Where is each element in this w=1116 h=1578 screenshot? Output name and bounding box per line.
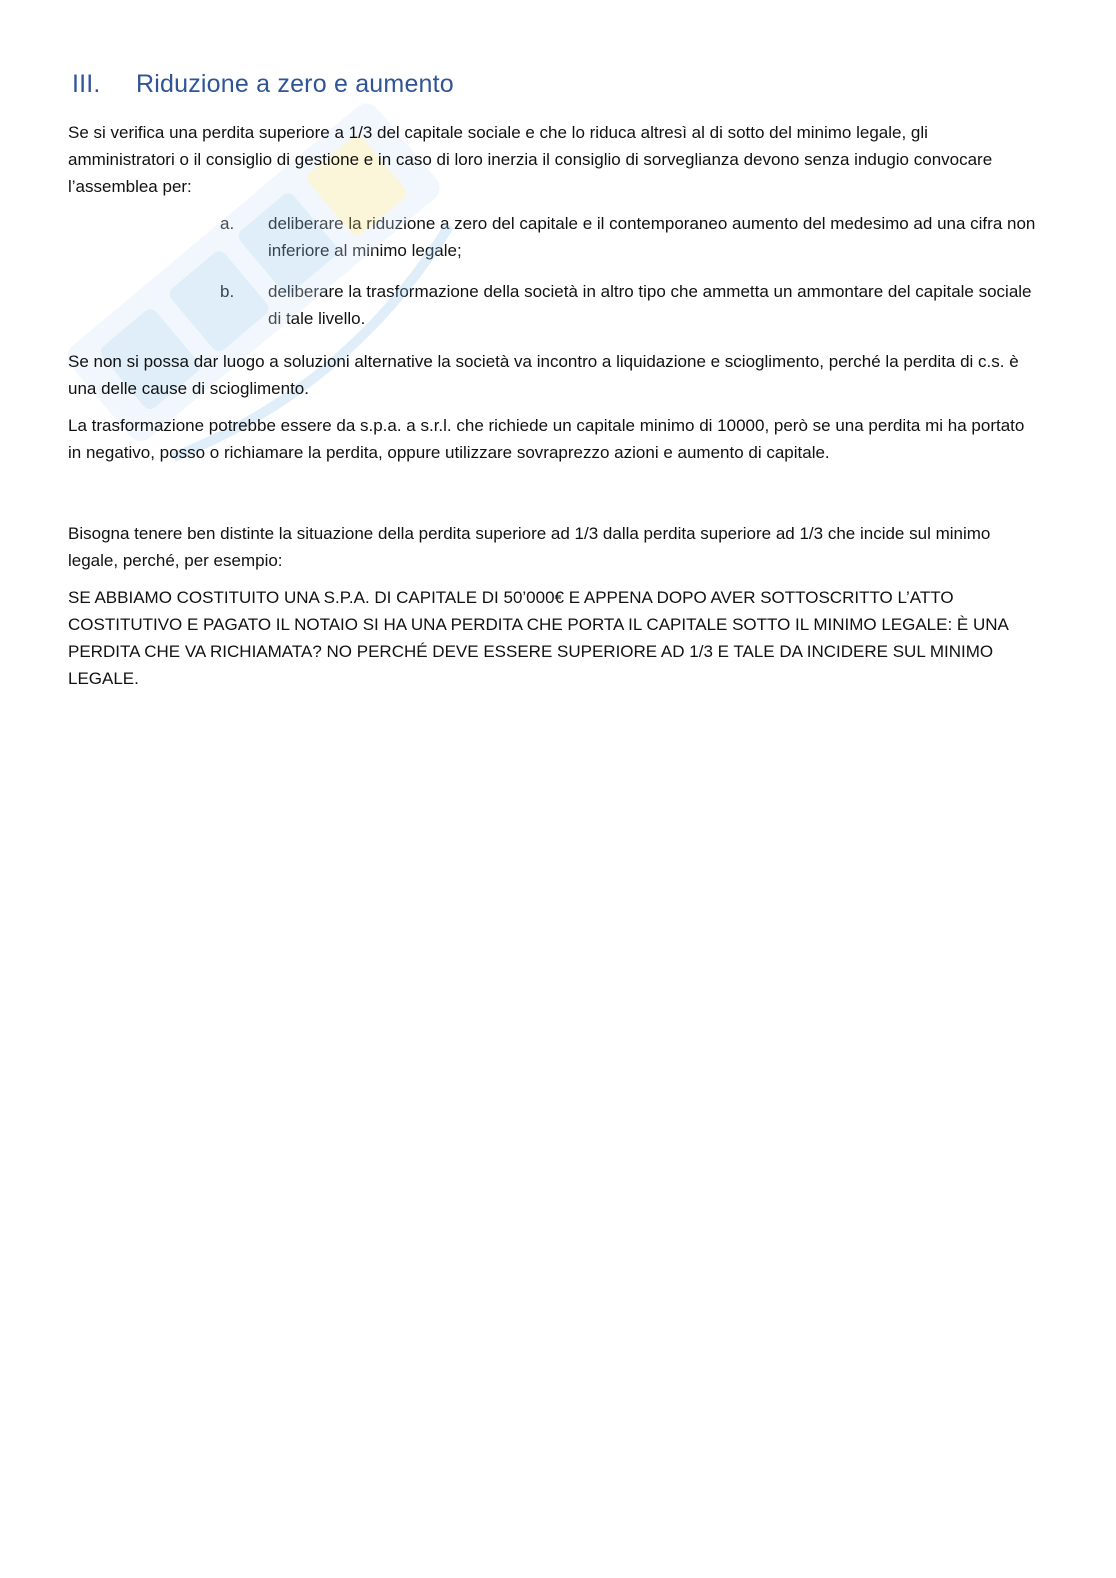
paragraph-alternatives: Se non si possa dar luogo a soluzioni alternative la società va incontro a liquidazione e scioglimento, perché la perdita di c.s. è una delle cause di scioglimento. [68,352,1019,398]
list-marker: b. [220,282,235,301]
section-title: Riduzione a zero e aumento [136,70,454,98]
spacer [68,476,1038,520]
list-item [68,210,1038,264]
list-marker: a. [220,214,235,233]
paragraph-distinction: Bisogna tenere ben distinte la situazione della perdita superiore ad 1/3 dalla perdita superiore ad 1/3 che incide sul minimo legale, perché, per esempio: [68,524,991,570]
paragraph-intro: Se si verifica una perdita superiore a 1/3 del capitale sociale e che lo riduca altresì al di sotto del minimo legale, gli amministratori o il consiglio di gestione e in caso di loro inerzia il consiglio di sorveglianza devono senza indugio convocare l’assemblea per: [68,123,993,196]
list-item-text: deliberare la trasformazione della società in altro tipo che ammetta un ammontare del capitale sociale di tale livello. [268,282,1032,328]
paragraph-transformation: La trasformazione potrebbe essere da s.p.a. a s.r.l. che richiede un capitale minimo di 10000, però se una perdita mi ha portato in negativo, posso o richiamare la perdita, oppure utilizzare sovraprezzo azioni e aumento di capitale. [68,416,1025,462]
section-number: III. [72,70,101,98]
paragraph-example: SE ABBIAMO COSTITUITO UNA S.P.A. DI CAPITALE DI 50’000€ E APPENA DOPO AVER SOTTOSCRITTO L’ATTO COSTITUTIVO E PAGATO IL NOTAIO SI HA UNA PERDITA CHE PORTA IL CAPITALE SOTTO IL MINIMO LEGALE: È UNA PERDITA CHE VA RICHIAMATA? NO PERCHÉ DEVE ESSERE SUPERIORE AD 1/3 E TALE DA INCIDERE SUL MINIMO LEGALE. [68,588,1008,688]
list-item [68,278,1038,332]
section-heading [72,70,1038,99]
options-list [68,210,1038,332]
list-item-text: deliberare la riduzione a zero del capitale e il contemporaneo aumento del medesimo ad una cifra non inferiore al minimo legale; [268,214,1036,260]
